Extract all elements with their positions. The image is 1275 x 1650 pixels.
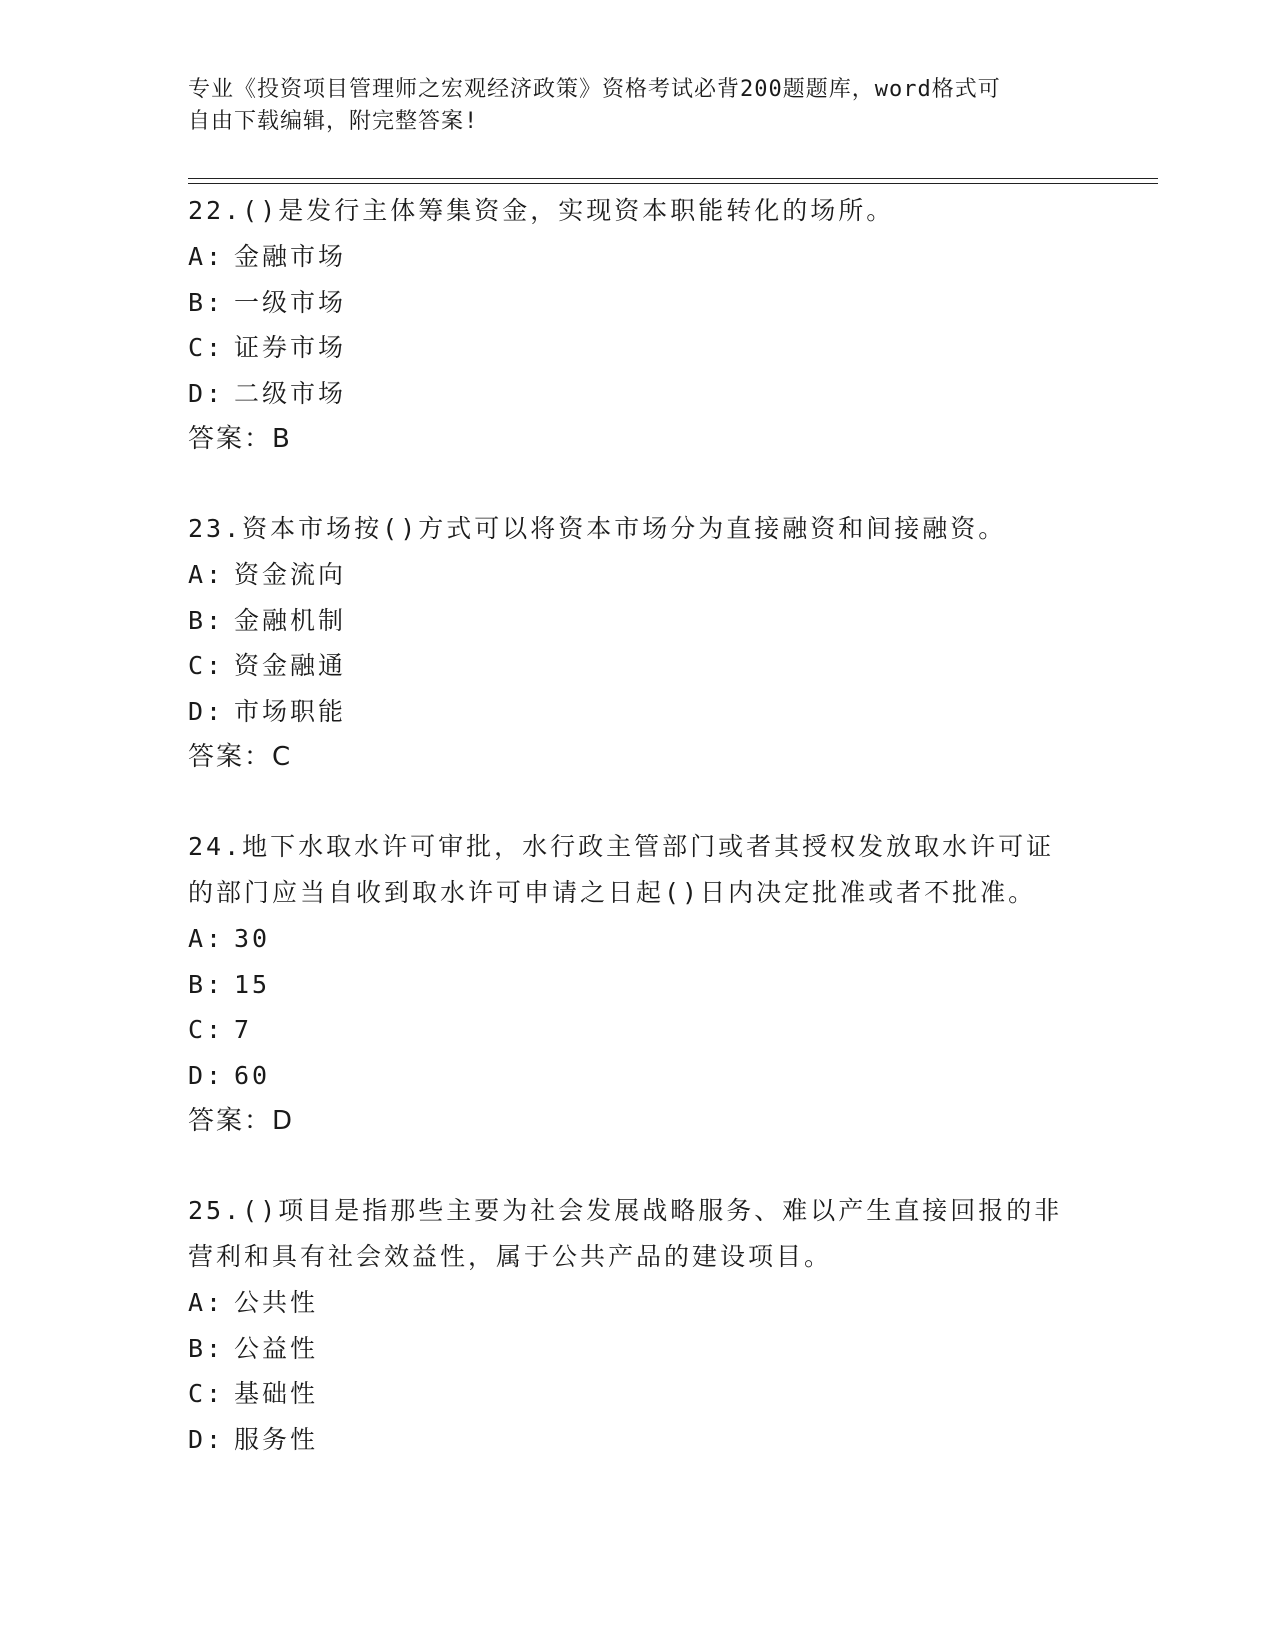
option-text: 15 bbox=[234, 969, 271, 999]
question-stem-line-2: 营利和具有社会效益性，属于公共产品的建设项目。 bbox=[188, 1242, 833, 1271]
option-text: 金融机制 bbox=[234, 605, 347, 635]
question-stem: 23.资本市场按()方式可以将资本市场分为直接融资和间接融资。 bbox=[188, 514, 1007, 543]
header-title-line-1: 专业《投资项目管理师之宏观经济政策》资格考试必背200题题库，word格式可 bbox=[188, 77, 1001, 102]
header-divider-bottom bbox=[188, 183, 1158, 184]
option-key: B: bbox=[188, 287, 225, 317]
option-text: 服务性 bbox=[234, 1424, 319, 1454]
question-24 bbox=[188, 824, 1088, 1144]
document-header bbox=[188, 74, 1088, 138]
option-key: C: bbox=[188, 333, 225, 362]
option-a bbox=[188, 916, 1088, 962]
option-text: 基础性 bbox=[234, 1379, 319, 1408]
header-title-line-2: 自由下载编辑，附完整答案! bbox=[188, 109, 479, 134]
answer-line: 答案：B bbox=[188, 424, 292, 454]
option-text: 证券市场 bbox=[234, 333, 347, 362]
option-key: B: bbox=[188, 1333, 225, 1363]
option-b bbox=[188, 1326, 1088, 1372]
option-text: 公益性 bbox=[234, 1333, 319, 1363]
question-stem-line-2: 的部门应当自收到取水许可申请之日起()日内决定批准或者不批准。 bbox=[188, 878, 1037, 907]
question-list bbox=[188, 188, 1088, 1462]
option-key: B: bbox=[188, 969, 225, 999]
question-23 bbox=[188, 506, 1088, 780]
option-d bbox=[188, 689, 1088, 735]
header-divider-top bbox=[188, 178, 1158, 179]
answer-line: 答案：D bbox=[188, 1106, 295, 1136]
option-c bbox=[188, 643, 1088, 689]
question-25 bbox=[188, 1188, 1088, 1462]
option-text: 60 bbox=[234, 1060, 271, 1090]
option-key: A: bbox=[188, 560, 225, 589]
option-d bbox=[188, 1053, 1088, 1099]
option-key: A: bbox=[188, 242, 225, 271]
option-text: 一级市场 bbox=[234, 287, 347, 317]
option-key: C: bbox=[188, 1015, 225, 1044]
question-stem: 22.()是发行主体筹集资金，实现资本职能转化的场所。 bbox=[188, 196, 895, 225]
option-b bbox=[188, 280, 1088, 326]
option-a bbox=[188, 552, 1088, 598]
question-stem-line-1: 24.地下水取水许可审批，水行政主管部门或者其授权发放取水许可证 bbox=[188, 832, 1055, 861]
question-stem-line-1: 25.()项目是指那些主要为社会发展战略服务、难以产生直接回报的非 bbox=[188, 1196, 1063, 1225]
option-key: D: bbox=[188, 1060, 225, 1090]
option-text: 资金融通 bbox=[234, 651, 347, 680]
option-d bbox=[188, 1417, 1088, 1463]
option-a bbox=[188, 1280, 1088, 1326]
option-b bbox=[188, 598, 1088, 644]
option-c bbox=[188, 1371, 1088, 1417]
option-text: 市场职能 bbox=[234, 696, 347, 726]
option-a bbox=[188, 234, 1088, 280]
option-c bbox=[188, 325, 1088, 371]
option-text: 7 bbox=[234, 1015, 253, 1044]
option-key: B: bbox=[188, 605, 225, 635]
question-spacer bbox=[188, 462, 1088, 506]
option-d bbox=[188, 371, 1088, 417]
question-22 bbox=[188, 188, 1088, 462]
option-key: A: bbox=[188, 924, 225, 953]
option-text: 30 bbox=[234, 924, 271, 953]
option-key: A: bbox=[188, 1288, 225, 1317]
option-text: 二级市场 bbox=[234, 378, 347, 408]
option-b bbox=[188, 962, 1088, 1008]
option-key: C: bbox=[188, 651, 225, 680]
option-key: D: bbox=[188, 1424, 225, 1454]
option-text: 金融市场 bbox=[234, 242, 347, 271]
question-spacer bbox=[188, 780, 1088, 824]
option-text: 资金流向 bbox=[234, 560, 347, 589]
option-key: D: bbox=[188, 378, 225, 408]
answer-line: 答案：C bbox=[188, 742, 293, 772]
question-spacer bbox=[188, 1144, 1088, 1188]
option-key: C: bbox=[188, 1379, 225, 1408]
option-c bbox=[188, 1007, 1088, 1053]
option-key: D: bbox=[188, 696, 225, 726]
option-text: 公共性 bbox=[234, 1288, 319, 1317]
